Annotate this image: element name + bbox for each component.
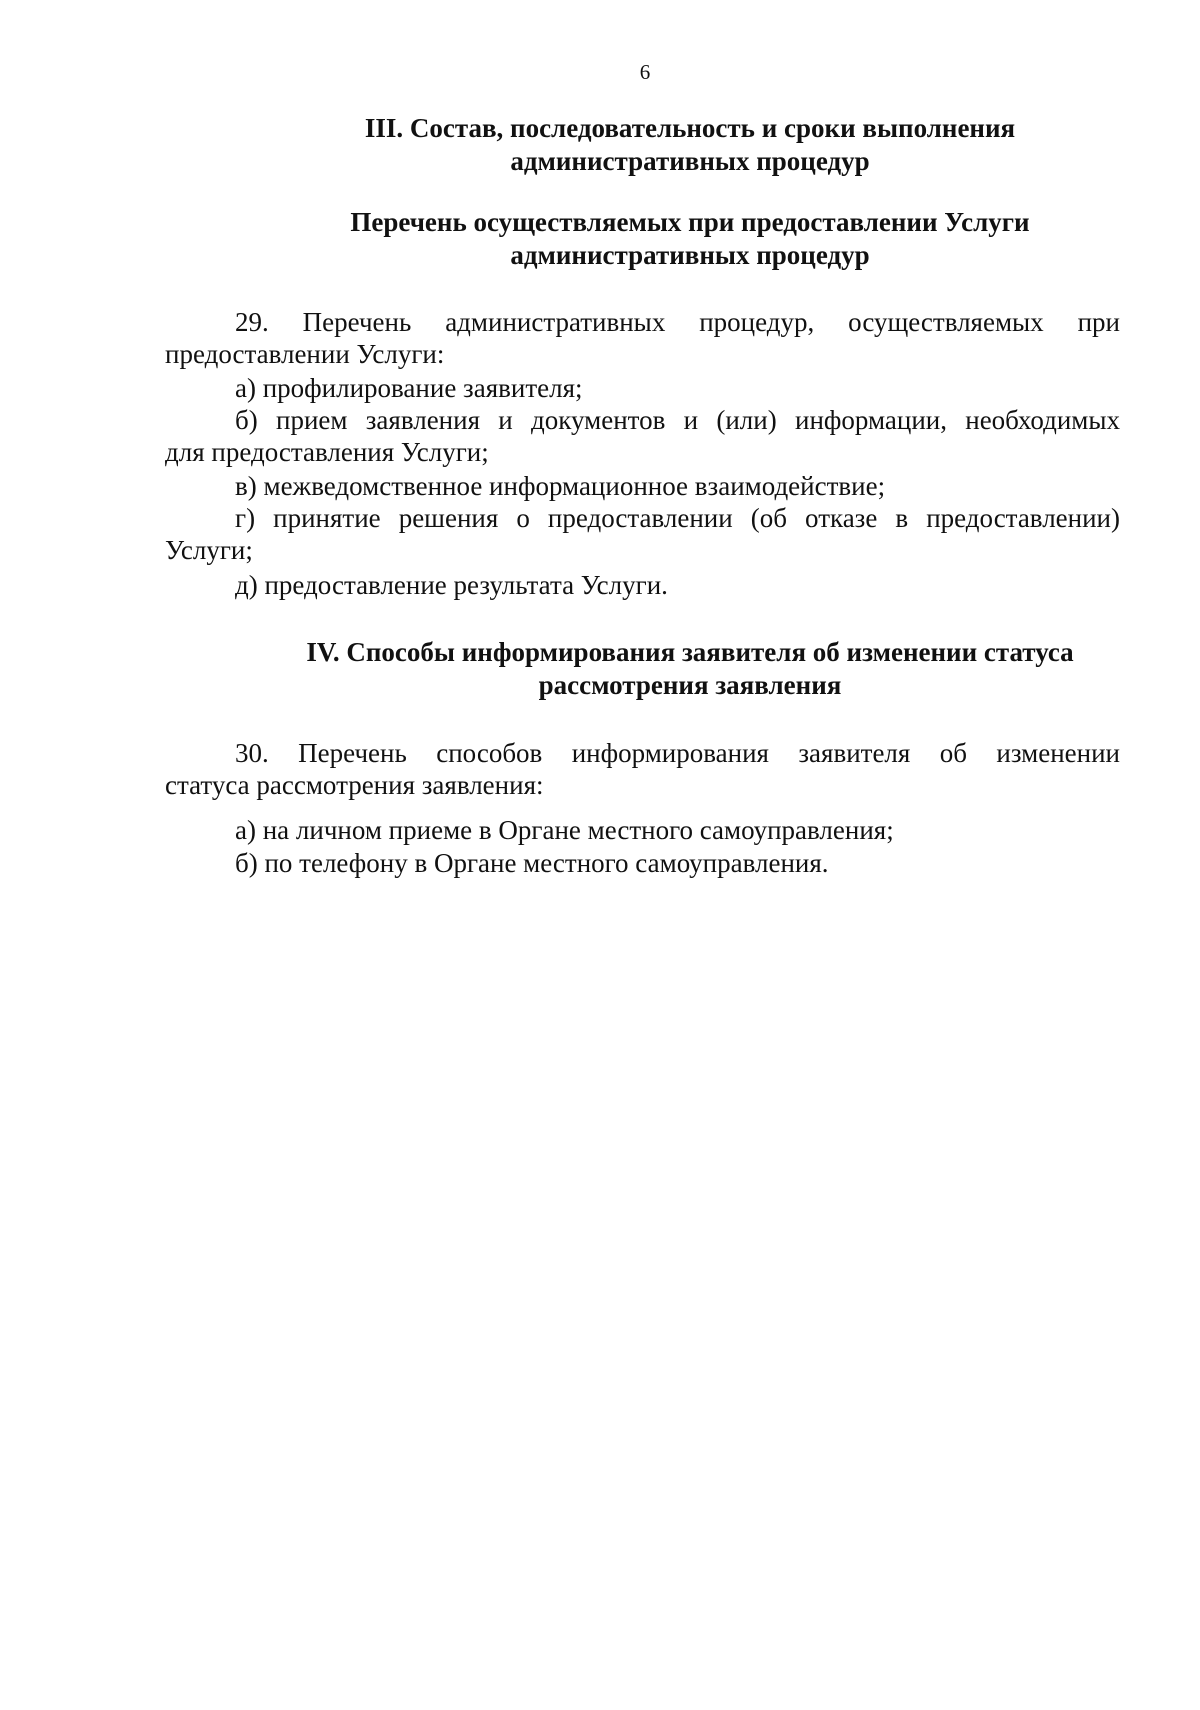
subsection-heading-line-2: административных процедур bbox=[510, 240, 870, 270]
paragraph-29 bbox=[165, 306, 1120, 370]
list-item-29-d bbox=[165, 502, 1120, 566]
list-item-29-c: в) межведомственное информационное взаимодействие; bbox=[235, 471, 886, 501]
section-3-heading-line-1: III. Состав, последовательность и сроки выполнения bbox=[364, 113, 1016, 143]
page-number: 6 bbox=[639, 60, 651, 84]
list-item-29-d-line-1: г) принятие решения о предоставлении (об отказе в предоставлении) bbox=[235, 503, 1120, 533]
paragraph-30-line-1: 30. Перечень способов информирования заявителя об изменении bbox=[235, 738, 1120, 768]
list-item-30-b: б) по телефону в Органе местного самоуправления. bbox=[235, 848, 829, 878]
subsection-heading-line-1: Перечень осуществляемых при предоставлении Услуги bbox=[350, 207, 1030, 237]
paragraph-29-line-2: предоставлении Услуги: bbox=[165, 339, 445, 369]
paragraph-30-line-2: статуса рассмотрения заявления: bbox=[165, 770, 544, 800]
list-item-29-e: д) предоставление результата Услуги. bbox=[235, 570, 668, 600]
list-item-29-d-line-2: Услуги; bbox=[165, 535, 253, 565]
section-4-heading-line-1: IV. Способы информирования заявителя об изменении статуса bbox=[306, 637, 1074, 667]
paragraph-30 bbox=[165, 737, 1120, 801]
section-3-heading bbox=[300, 112, 1080, 178]
list-item-29-a: а) профилирование заявителя; bbox=[235, 373, 583, 403]
section-4-heading bbox=[300, 636, 1080, 702]
list-item-30-a: а) на личном приеме в Органе местного самоуправления; bbox=[235, 815, 894, 845]
paragraph-29-line-1: 29. Перечень административных процедур, осуществляемых при bbox=[235, 307, 1120, 337]
list-item-29-b bbox=[165, 404, 1120, 468]
section-3-heading-line-2: административных процедур bbox=[510, 146, 870, 176]
list-item-29-b-line-2: для предоставления Услуги; bbox=[165, 437, 489, 467]
list-item-29-b-line-1: б) прием заявления и документов и (или) информации, необходимых bbox=[235, 405, 1120, 435]
subsection-heading bbox=[300, 206, 1080, 272]
section-4-heading-line-2: рассмотрения заявления bbox=[538, 670, 842, 700]
